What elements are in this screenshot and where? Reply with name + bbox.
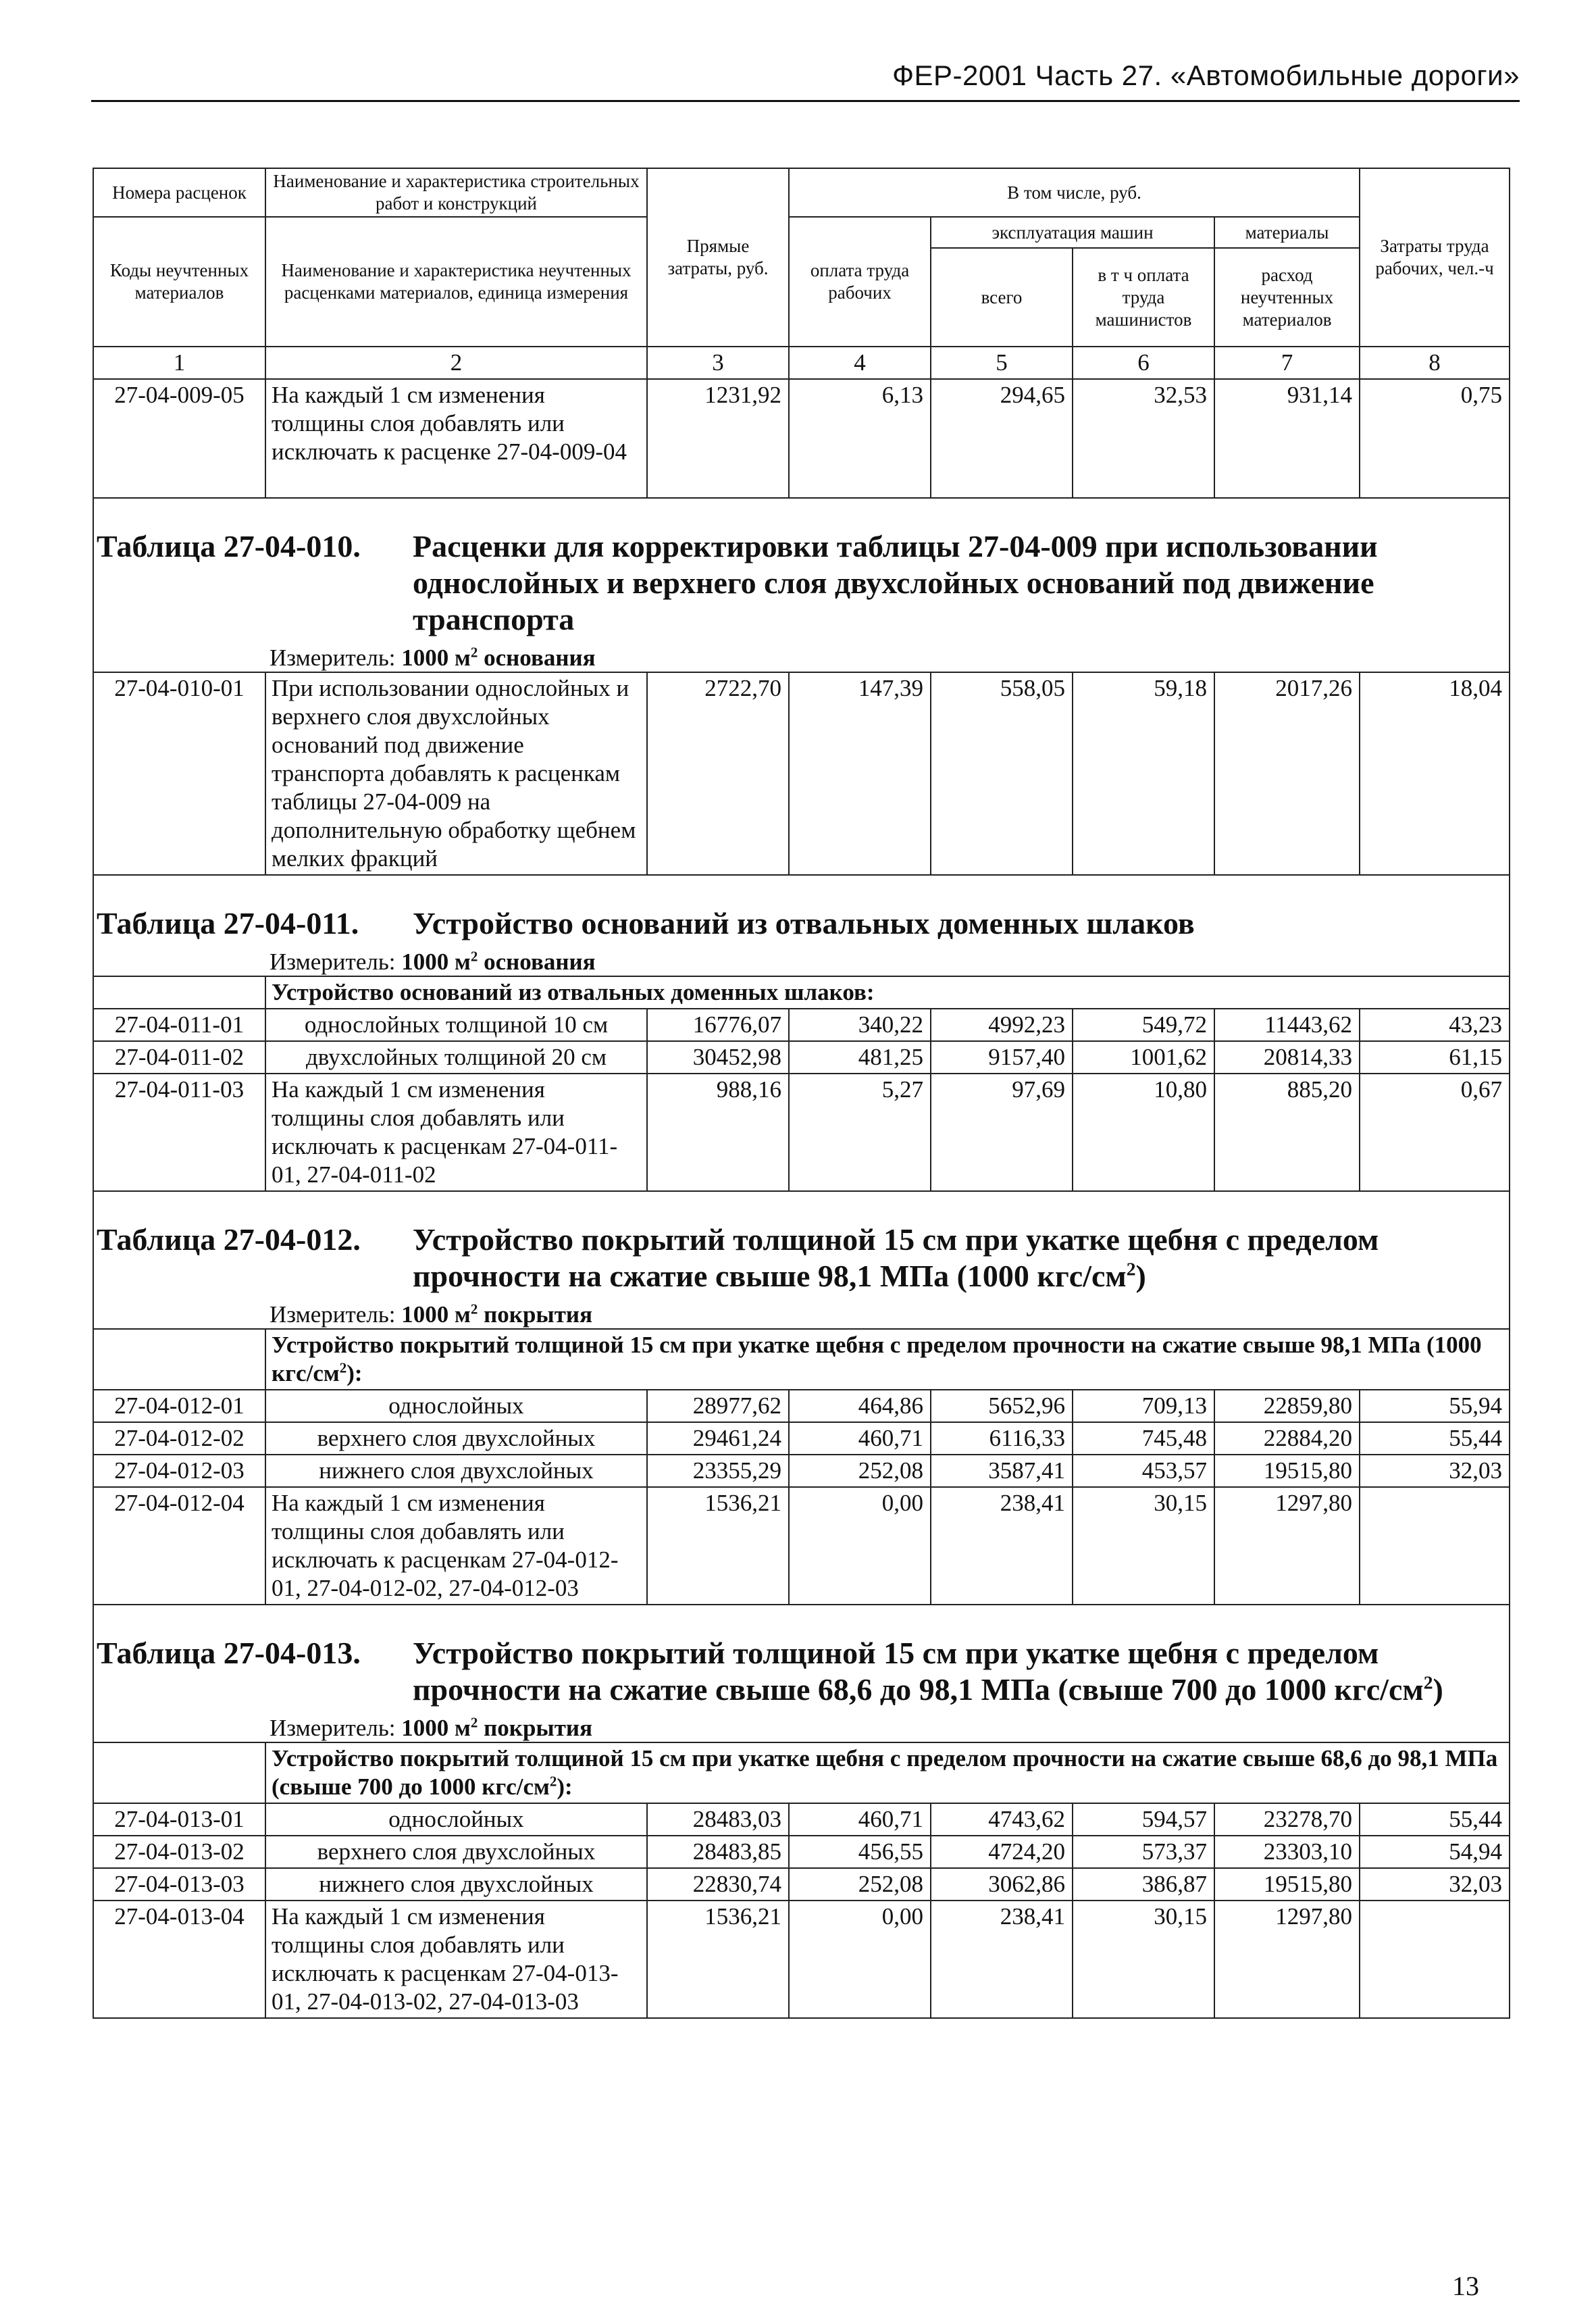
header-row-2 xyxy=(93,217,1510,248)
rate-description: верхнего слоя двухслойных xyxy=(265,1422,647,1455)
machinist-wages-cell: 1001,62 xyxy=(1073,1041,1214,1074)
machines-cell: 4724,20 xyxy=(931,1836,1073,1868)
labor-cell: 54,94 xyxy=(1360,1836,1510,1868)
direct-costs-cell: 23355,29 xyxy=(647,1455,789,1487)
col-number: 8 xyxy=(1360,347,1510,379)
table-title-row xyxy=(93,1605,1510,1708)
table-number: Таблица 27-04-013. xyxy=(97,1636,361,1670)
direct-costs-cell: 988,16 xyxy=(647,1074,789,1191)
table-number: Таблица 27-04-011. xyxy=(97,906,359,940)
machines-cell: 5652,96 xyxy=(931,1390,1073,1422)
rates-table xyxy=(93,168,1510,2019)
table-row xyxy=(93,1074,1510,1191)
table-row xyxy=(93,1868,1510,1901)
col-number: 4 xyxy=(789,347,931,379)
direct-costs-cell: 16776,07 xyxy=(647,1009,789,1041)
materials-cell: 1297,80 xyxy=(1214,1901,1360,2018)
rate-code: 27-04-010-01 xyxy=(93,672,265,875)
wages-cell: 252,08 xyxy=(789,1868,931,1901)
materials-cell: 2017,26 xyxy=(1214,672,1360,875)
wages-cell: 464,86 xyxy=(789,1390,931,1422)
unit-value: 1000 м xyxy=(401,645,471,671)
labor-cell: 61,15 xyxy=(1360,1041,1510,1074)
wages-cell: 147,39 xyxy=(789,672,931,875)
unit-row xyxy=(93,1708,1510,1742)
wages-cell: 0,00 xyxy=(789,1901,931,2018)
table-row xyxy=(93,1803,1510,1836)
labor-cell: 55,44 xyxy=(1360,1803,1510,1836)
table-row xyxy=(93,1422,1510,1455)
rate-code: 27-04-011-03 xyxy=(93,1074,265,1191)
machinist-wages-cell: 709,13 xyxy=(1073,1390,1214,1422)
labor-cell: 43,23 xyxy=(1360,1009,1510,1041)
material-name-header: Наименование и характеристика неучтенных расценками материалов, единица измерения xyxy=(265,217,647,347)
labor-cell: 18,04 xyxy=(1360,672,1510,875)
col-number: 7 xyxy=(1214,347,1360,379)
table-row xyxy=(93,379,1510,498)
direct-costs-cell: 28483,85 xyxy=(647,1836,789,1868)
wages-header: оплата труда рабочих xyxy=(789,217,931,347)
direct-costs-cell: 30452,98 xyxy=(647,1041,789,1074)
rate-code: 27-04-012-02 xyxy=(93,1422,265,1455)
column-numbers-row xyxy=(93,347,1510,379)
machinist-wages-header: в т ч оплата труда машинистов xyxy=(1073,248,1214,347)
wages-cell: 481,25 xyxy=(789,1041,931,1074)
machines-cell: 4743,62 xyxy=(931,1803,1073,1836)
machines-cell: 97,69 xyxy=(931,1074,1073,1191)
col-number: 2 xyxy=(265,347,647,379)
running-header: ФЕР-2001 Часть 27. «Автомобильные дороги» xyxy=(892,59,1520,91)
unit-label: Измеритель: xyxy=(269,645,396,671)
machines-cell: 238,41 xyxy=(931,1901,1073,2018)
materials-cell: 19515,80 xyxy=(1214,1455,1360,1487)
rate-description: На каждый 1 см изменения толщины слоя добавлять или исключать к расценкам 27-04-013-01, 27-04-013-02, 27-04-013-03 xyxy=(265,1901,647,2018)
unit-value: 1000 м xyxy=(401,1715,471,1741)
col-number: 3 xyxy=(647,347,789,379)
rate-description: При использовании однослойных и верхнего слоя двухслойных оснований под движение транспорта добавлять к расценкам таблицы 27-04-009 на дополнительную обработку щебнем мелких фракций xyxy=(265,672,647,875)
rate-code: 27-04-013-04 xyxy=(93,1901,265,2018)
rate-code: 27-04-012-01 xyxy=(93,1390,265,1422)
rate-description: На каждый 1 см изменения толщины слоя добавлять или исключать к расценке 27-04-009-04 xyxy=(265,379,647,498)
wages-cell: 252,08 xyxy=(789,1455,931,1487)
wages-cell: 460,71 xyxy=(789,1803,931,1836)
materials-cell: 1297,80 xyxy=(1214,1487,1360,1605)
materials-unaccounted-header: расход неучтенных материалов xyxy=(1214,248,1360,347)
labor-cell: 55,44 xyxy=(1360,1422,1510,1455)
table-row xyxy=(93,672,1510,875)
materials-cell: 931,14 xyxy=(1214,379,1360,498)
direct-costs-header: Прямые затраты, руб. xyxy=(647,168,789,347)
unit-sup: 2 xyxy=(470,644,478,661)
table-title: Устройство оснований из отвальных доменных шлаков xyxy=(413,906,1195,940)
rate-description: однослойных xyxy=(265,1390,647,1422)
work-name-header: Наименование и характеристика строительных работ и конструкций xyxy=(265,168,647,217)
unit-row xyxy=(93,638,1510,672)
machinist-wages-cell: 594,57 xyxy=(1073,1803,1214,1836)
section-heading: Устройство оснований из отвальных доменных шлаков: xyxy=(265,976,1510,1009)
table-row xyxy=(93,1901,1510,2018)
unit-label: Измеритель: xyxy=(269,949,396,975)
rate-code: 27-04-011-01 xyxy=(93,1009,265,1041)
machines-cell: 558,05 xyxy=(931,672,1073,875)
unit-sup: 2 xyxy=(470,1301,478,1317)
wages-cell: 456,55 xyxy=(789,1836,931,1868)
table-number: Таблица 27-04-012. xyxy=(97,1222,361,1257)
rate-code: 27-04-009-05 xyxy=(93,379,265,498)
machinist-wages-cell: 549,72 xyxy=(1073,1009,1214,1041)
rate-code: 27-04-011-02 xyxy=(93,1041,265,1074)
direct-costs-cell: 1231,92 xyxy=(647,379,789,498)
rate-code: 27-04-012-04 xyxy=(93,1487,265,1605)
machinist-wages-cell: 10,80 xyxy=(1073,1074,1214,1191)
rate-code: 27-04-013-03 xyxy=(93,1868,265,1901)
machines-cell: 4992,23 xyxy=(931,1009,1073,1041)
machinist-wages-cell: 32,53 xyxy=(1073,379,1214,498)
table-title-row xyxy=(93,875,1510,942)
materials-cell: 22859,80 xyxy=(1214,1390,1360,1422)
rate-description: двухслойных толщиной 20 см xyxy=(265,1041,647,1074)
direct-costs-cell: 1536,21 xyxy=(647,1901,789,2018)
materials-cell: 23278,70 xyxy=(1214,1803,1360,1836)
unit-sup: 2 xyxy=(470,948,478,965)
header-rule xyxy=(91,100,1520,102)
machines-cell: 238,41 xyxy=(931,1487,1073,1605)
materials-header: материалы xyxy=(1214,217,1360,248)
machinist-wages-cell: 30,15 xyxy=(1073,1487,1214,1605)
unit-row xyxy=(93,1294,1510,1329)
rate-description: На каждый 1 см изменения толщины слоя добавлять или исключать к расценкам 27-04-012-01, 27-04-012-02, 27-04-012-03 xyxy=(265,1487,647,1605)
section-heading: Устройство покрытий толщиной 15 см при укатке щебня с пределом прочности на сжатие свыше 98,1 МПа (1000 кгс/$см^2$): xyxy=(265,1329,1510,1390)
rate-description: На каждый 1 см изменения толщины слоя добавлять или исключать к расценкам 27-04-011-01, 27-04-011-02 xyxy=(265,1074,647,1191)
materials-cell: 22884,20 xyxy=(1214,1422,1360,1455)
rate-description: нижнего слоя двухслойных xyxy=(265,1868,647,1901)
table-number: Таблица 27-04-010. xyxy=(97,529,361,563)
materials-cell: 20814,33 xyxy=(1214,1041,1360,1074)
machines-cell: 294,65 xyxy=(931,379,1073,498)
table-row xyxy=(93,1041,1510,1074)
machines-total-header: всего xyxy=(931,248,1073,347)
wages-cell: 340,22 xyxy=(789,1009,931,1041)
materials-cell: 19515,80 xyxy=(1214,1868,1360,1901)
table-title: Расценки для корректировки таблицы 27-04-009 при использовании однослойных и верхнего слоя двухслойных оснований под движение транспорта xyxy=(413,529,1378,636)
including-header: В том числе, руб. xyxy=(789,168,1360,217)
machines-cell: 3587,41 xyxy=(931,1455,1073,1487)
direct-costs-cell: 22830,74 xyxy=(647,1868,789,1901)
rate-code: 27-04-013-02 xyxy=(93,1836,265,1868)
section-row xyxy=(93,1329,1510,1390)
labor-cell: 55,94 xyxy=(1360,1390,1510,1422)
labor-cell: 0,75 xyxy=(1360,379,1510,498)
rate-description: однослойных толщиной 10 см xyxy=(265,1009,647,1041)
table-title: Устройство покрытий толщиной 15 см при укатке щебня с пределом прочности на сжатие свыше 68,6 до 98,1 МПа (свыше 700 до 1000 кгс/$см^2$) xyxy=(413,1636,1443,1707)
wages-cell: 5,27 xyxy=(789,1074,931,1191)
machines-header: эксплуатация машин xyxy=(931,217,1214,248)
machinist-wages-cell: 745,48 xyxy=(1073,1422,1214,1455)
table-row xyxy=(93,1836,1510,1868)
wages-cell: 0,00 xyxy=(789,1487,931,1605)
section-heading: Устройство покрытий толщиной 15 см при укатке щебня с пределом прочности на сжатие свыше 68,6 до 98,1 МПа (свыше 700 до 1000 кгс/$см^2$): xyxy=(265,1742,1510,1803)
machinist-wages-cell: 453,57 xyxy=(1073,1455,1214,1487)
unit-sup: 2 xyxy=(470,1714,478,1731)
machines-cell: 6116,33 xyxy=(931,1422,1073,1455)
col-number: 6 xyxy=(1073,347,1214,379)
codes-header: Коды неучтенных материалов xyxy=(93,217,265,347)
labor-header: Затраты труда рабочих, чел.-ч xyxy=(1360,168,1510,347)
table-row xyxy=(93,1455,1510,1487)
unit-label: Измеритель: xyxy=(269,1301,396,1328)
wages-cell: 6,13 xyxy=(789,379,931,498)
header-row-1 xyxy=(93,168,1510,217)
machinist-wages-cell: 386,87 xyxy=(1073,1868,1214,1901)
materials-cell: 23303,10 xyxy=(1214,1836,1360,1868)
unit-row xyxy=(93,942,1510,976)
unit-suffix: основания xyxy=(478,949,596,975)
materials-cell: 11443,62 xyxy=(1214,1009,1360,1041)
direct-costs-cell: 1536,21 xyxy=(647,1487,789,1605)
unit-value: 1000 м xyxy=(401,949,471,975)
col-number: 1 xyxy=(93,347,265,379)
rate-code: 27-04-013-01 xyxy=(93,1803,265,1836)
rate-code: 27-04-012-03 xyxy=(93,1455,265,1487)
machines-cell: 3062,86 xyxy=(931,1868,1073,1901)
page-number: 13 xyxy=(1452,2271,1479,2301)
machinist-wages-cell: 30,15 xyxy=(1073,1901,1214,2018)
wages-cell: 460,71 xyxy=(789,1422,931,1455)
table-row xyxy=(93,1390,1510,1422)
direct-costs-cell: 28977,62 xyxy=(647,1390,789,1422)
materials-cell: 885,20 xyxy=(1214,1074,1360,1191)
unit-suffix: основания xyxy=(478,645,596,671)
table-row xyxy=(93,1009,1510,1041)
labor-cell: 32,03 xyxy=(1360,1868,1510,1901)
machinist-wages-cell: 573,37 xyxy=(1073,1836,1214,1868)
col-number: 5 xyxy=(931,347,1073,379)
machines-cell: 9157,40 xyxy=(931,1041,1073,1074)
rate-description: верхнего слоя двухслойных xyxy=(265,1836,647,1868)
unit-label: Измеритель: xyxy=(269,1715,396,1741)
unit-suffix: покрытия xyxy=(478,1715,593,1741)
direct-costs-cell: 2722,70 xyxy=(647,672,789,875)
machinist-wages-cell: 59,18 xyxy=(1073,672,1214,875)
section-row xyxy=(93,1742,1510,1803)
unit-suffix: покрытия xyxy=(478,1301,593,1328)
table-row xyxy=(93,1487,1510,1605)
labor-cell: 32,03 xyxy=(1360,1455,1510,1487)
direct-costs-cell: 29461,24 xyxy=(647,1422,789,1455)
unit-value: 1000 м xyxy=(401,1301,471,1328)
rate-numbers-header: Номера расценок xyxy=(93,168,265,217)
table-title-row xyxy=(93,1191,1510,1294)
rate-description: нижнего слоя двухслойных xyxy=(265,1455,647,1487)
section-row xyxy=(93,976,1510,1009)
rate-description: однослойных xyxy=(265,1803,647,1836)
direct-costs-cell: 28483,03 xyxy=(647,1803,789,1836)
labor-cell xyxy=(1360,1901,1510,2018)
table-title: Устройство покрытий толщиной 15 см при укатке щебня с пределом прочности на сжатие свыше 98,1 МПа (1000 кгс/$см^2$) xyxy=(413,1222,1379,1293)
labor-cell xyxy=(1360,1487,1510,1605)
table-title-row xyxy=(93,498,1510,638)
labor-cell: 0,67 xyxy=(1360,1074,1510,1191)
